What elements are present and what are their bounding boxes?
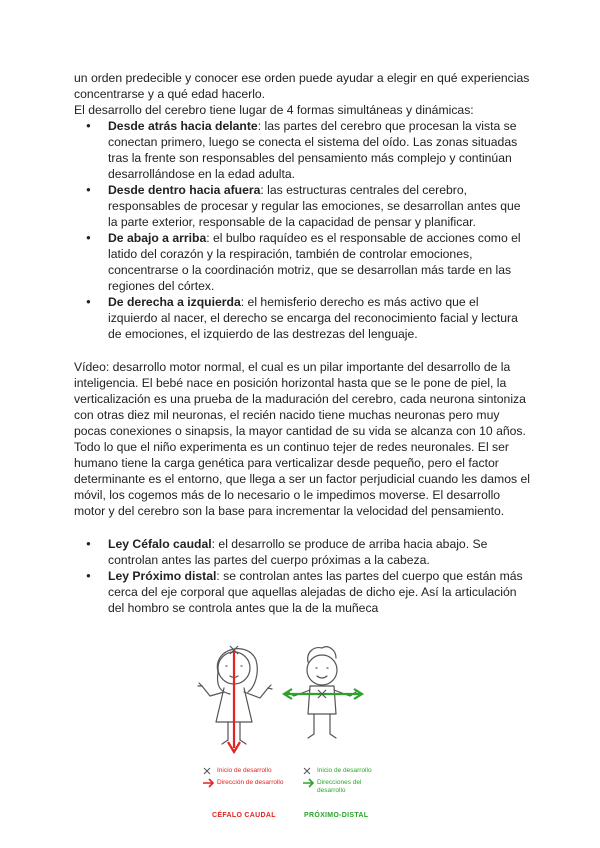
- cross-icon: [204, 768, 210, 774]
- spacer: [74, 342, 530, 359]
- development-figure: [190, 630, 410, 830]
- spacer: [74, 519, 530, 536]
- red-arrow-icon: [203, 779, 213, 787]
- brain-item-text: : las estructuras centrales del cerebro, responsables de procesar y regular las emociones, se desarrollan antes que la parte exterior, responsable de la capacidad de pensar y planificar.: [108, 183, 521, 229]
- right-legend-2: Direcciones del desarrollo: [317, 779, 362, 794]
- laws-list: [74, 536, 530, 616]
- law-text: : se controlan antes las partes del cuerpo que están más cerca del eje corporal que aquellas alejadas de dicho eje. Así la articulación del hombro se controla antes que la de la muñeca: [108, 569, 523, 615]
- brain-item-term: De abajo a arriba: [108, 231, 207, 245]
- brain-item: [108, 294, 530, 342]
- left-legend-1: Inicio de desarrollo: [217, 767, 272, 774]
- left-caption: CÉFALO CAUDAL: [212, 812, 276, 819]
- brain-list: [74, 118, 530, 342]
- children-illustration: [190, 630, 410, 765]
- document-body: [74, 70, 530, 616]
- law-item: [108, 536, 530, 568]
- brain-item-text: : las partes del cerebro que procesan la vista se conectan primero, luego se conecta el sistema del oído. Las zonas situadas tras la frente son responsables del pensamiento más complejo y continúan desarrollándose en la edad adulta.: [108, 119, 518, 181]
- brain-item-term: Desde dentro hacia afuera: [108, 183, 261, 197]
- law-text: : el desarrollo se produce de arriba hacia abajo. Se controlan antes las partes del cuerpo próximas a la cabeza.: [108, 537, 488, 567]
- green-arrow-icon: [303, 779, 313, 787]
- right-caption: PRÓXIMO-DISTAL: [304, 812, 369, 819]
- video-paragraph: Vídeo: desarrollo motor normal, el cual es un pilar importante del desarrollo de la inteligencia. El bebé nace en posición horizontal hasta que se le pone de piel, la verticalización es una prueba de la maduración del cerebro, cada neurona sintoniza con otras diez mil neuronas, el recién nacido tiene muchas neuronas pero muy pocas conexiones o sinapsis, la mayor cantidad de su vida se alcanza con 10 años. Todo lo que el niño experimenta es un continuo tejer de redes neuronales. El ser humano tiene la carga genética para verticalizar desde pequeño, pero el factor determinante es el entorno, que llega a ser un factor perjudicial cuando les damos el móvil, los cogemos más de lo necesario o le impedimos moverse. El desarrollo motor y del cerebro son la base para incrementar la velocidad del pensamiento.: [74, 360, 530, 518]
- brain-item: [108, 118, 530, 182]
- left-legend-2: Dirección de desarrollo: [217, 779, 284, 786]
- intro-line-2: concentrarse y a qué edad hacerlo.: [74, 87, 266, 101]
- cross-icon: [304, 768, 310, 774]
- law-item: [108, 568, 530, 616]
- intro-line-1: un orden predecible y conocer ese orden puede ayudar a elegir en qué experiencias: [74, 71, 530, 85]
- brain-item-text: : el hemisferio derecho es más activo que el izquierdo al nacer, el derecho se encarga del reconocimiento facial y lectura de emociones, el izquierdo de las destrezas del lenguaje.: [108, 295, 518, 341]
- right-legend-1: Inicio de desarrollo: [317, 767, 372, 774]
- law-term: Ley Céfalo caudal: [108, 537, 212, 551]
- brain-item-text: : el bulbo raquídeo es el responsable de acciones como el latido del corazón y la respiración, también de controlar emociones, concentrarse o la coordinación motriz, que se desarrollan más tarde en las regiones del córtex.: [108, 231, 521, 293]
- brain-item: [108, 182, 530, 230]
- right-legend-icons: [302, 767, 316, 789]
- brain-item-term: Desde atrás hacia delante: [108, 119, 258, 133]
- left-legend-icons: [202, 767, 216, 789]
- law-term: Ley Próximo distal: [108, 569, 217, 583]
- brain-item: [108, 230, 530, 294]
- brain-intro: El desarrollo del cerebro tiene lugar de 4 formas simultáneas y dinámicas:: [74, 103, 474, 117]
- brain-item-term: De derecha a izquierda: [108, 295, 241, 309]
